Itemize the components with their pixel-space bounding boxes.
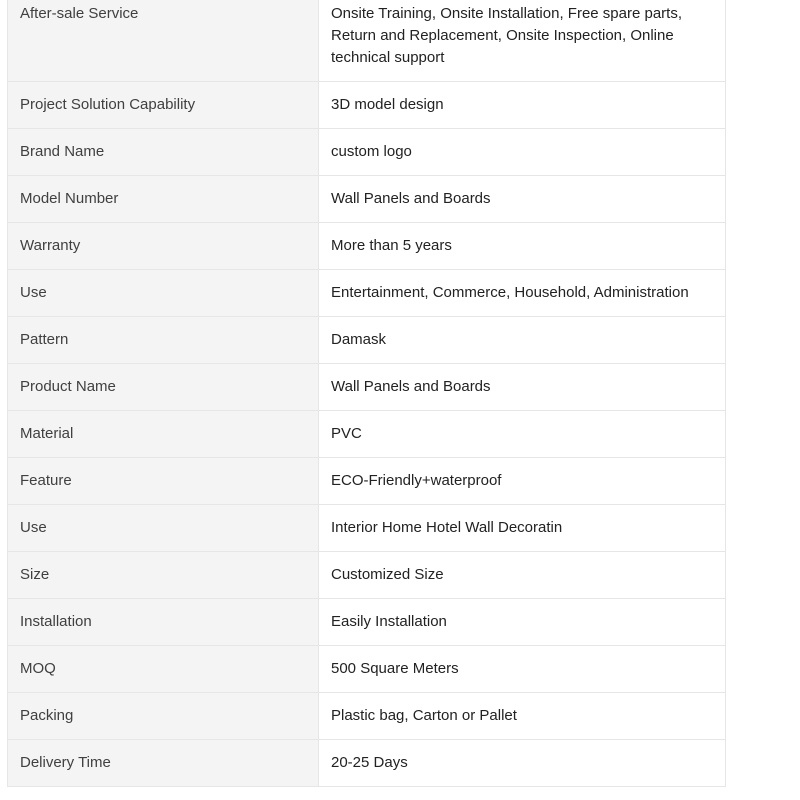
spec-value: 3D model design (319, 82, 726, 129)
product-spec-table (7, 0, 726, 787)
spec-row-after-sale-service (8, 0, 726, 82)
spec-label: Brand Name (8, 129, 319, 176)
spec-label: Feature (8, 458, 319, 505)
spec-value: Wall Panels and Boards (319, 176, 726, 223)
spec-value: 500 Square Meters (319, 646, 726, 693)
spec-row-delivery-time (8, 740, 726, 787)
spec-row-feature (8, 458, 726, 505)
spec-row-material (8, 411, 726, 458)
spec-label: Packing (8, 693, 319, 740)
spec-label: MOQ (8, 646, 319, 693)
spec-value: Entertainment, Commerce, Household, Administration (319, 270, 726, 317)
spec-label: Project Solution Capability (8, 82, 319, 129)
spec-value: Easily Installation (319, 599, 726, 646)
spec-row-model-number (8, 176, 726, 223)
spec-row-installation (8, 599, 726, 646)
spec-value: More than 5 years (319, 223, 726, 270)
spec-row-use-2 (8, 505, 726, 552)
spec-label: Warranty (8, 223, 319, 270)
spec-value: Wall Panels and Boards (319, 364, 726, 411)
spec-value: ECO-Friendly+waterproof (319, 458, 726, 505)
spec-row-pattern (8, 317, 726, 364)
spec-row-project-solution-capability (8, 82, 726, 129)
spec-row-moq (8, 646, 726, 693)
spec-value: Customized Size (319, 552, 726, 599)
spec-row-size (8, 552, 726, 599)
spec-row-use (8, 270, 726, 317)
spec-value: Interior Home Hotel Wall Decoratin (319, 505, 726, 552)
spec-value: PVC (319, 411, 726, 458)
spec-row-brand-name (8, 129, 726, 176)
spec-row-warranty (8, 223, 726, 270)
spec-table-body (8, 0, 726, 787)
spec-value: Damask (319, 317, 726, 364)
spec-row-packing (8, 693, 726, 740)
spec-label: Delivery Time (8, 740, 319, 787)
spec-label: Size (8, 552, 319, 599)
spec-value: Plastic bag, Carton or Pallet (319, 693, 726, 740)
spec-label: Model Number (8, 176, 319, 223)
spec-label: After-sale Service (8, 0, 319, 82)
spec-value: Onsite Training, Onsite Installation, Free spare parts, Return and Replacement, Onsite Inspection, Online technical support (319, 0, 726, 82)
spec-value: 20-25 Days (319, 740, 726, 787)
spec-label: Pattern (8, 317, 319, 364)
spec-row-product-name (8, 364, 726, 411)
spec-label: Use (8, 270, 319, 317)
spec-label: Installation (8, 599, 319, 646)
spec-value: custom logo (319, 129, 726, 176)
spec-label: Material (8, 411, 319, 458)
spec-label: Use (8, 505, 319, 552)
spec-label: Product Name (8, 364, 319, 411)
